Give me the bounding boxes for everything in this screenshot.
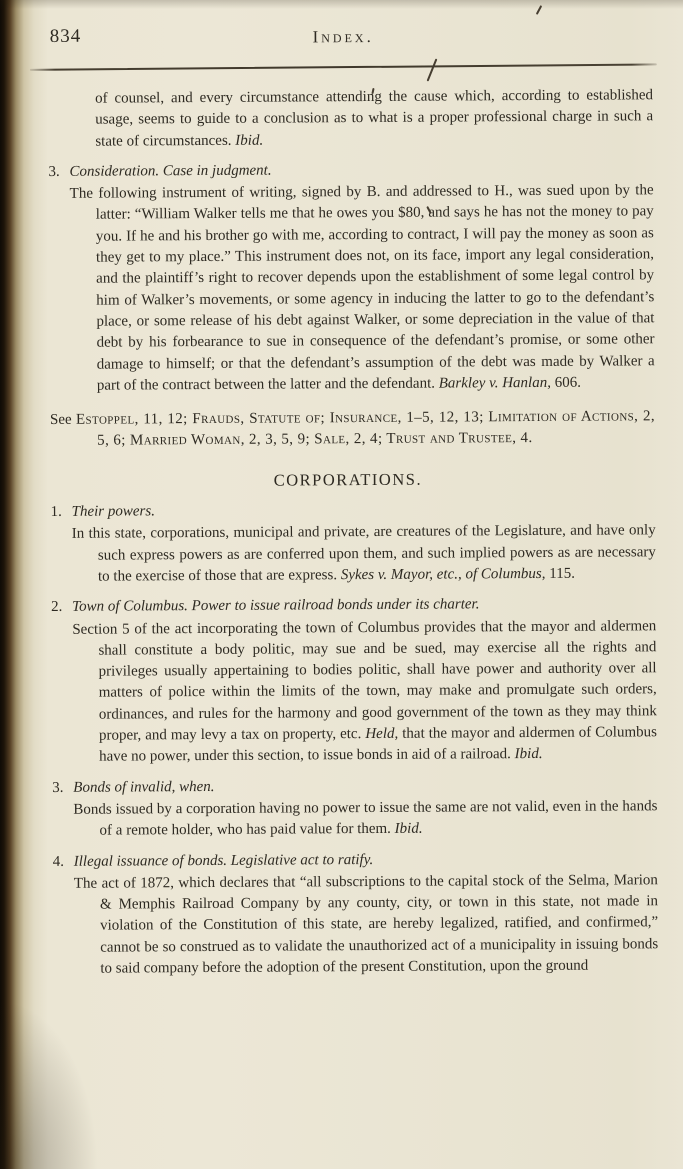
- text-block: [48, 85, 658, 980]
- cross-reference-list: Estoppel, 11, 12; Frauds, Statute of; Insurance, 1–5, 12, 13; Limitation of Actions, 2, 5, 6; Married Woman, 2, 3, 5, 9; Sale, 2, 4; Trust and Trustee, 4.: [75, 408, 656, 450]
- entry-body-town-of-columbus: [51, 616, 657, 769]
- entry-number: 3.: [48, 163, 60, 180]
- header-rule: [30, 63, 657, 70]
- cite-page: 115.: [549, 565, 575, 582]
- entry-heading-bonds-invalid: [52, 774, 657, 799]
- paragraph-text: The following instrument of writing, signed by B. and addressed to H., was sued upon by the latter: “William Walker tells me that he owes you $80, and says he has not the money to pay you. If he and his brother go with me, according to contract, I will pay the money as soon as they get to my place.” This instrument does not, on its face, import any legal consideration, and the plaintiff’s right to recover depends upon the establishment of some legal control by him of Walker’s movements, or some agency in inducing the latter to go to the defendant’s place, or some release of his debt against Walker, or some depreciation in the value of that debt by his forbearance to sue in consequence of the defendant’s promise, or some other damage to himself; or that the defendant’s assumption of the debt was made by Walker a part of the contract between the latter and the defendant.: [69, 182, 655, 394]
- page-header: [50, 20, 651, 54]
- entry-title: Town of Columbus. Power to issue railroad bonds under its charter.: [72, 596, 480, 616]
- ibid-cite: Ibid.: [235, 132, 264, 149]
- entry-title: Consideration. Case in judgment.: [69, 162, 272, 180]
- ibid-cite: Ibid.: [514, 746, 543, 763]
- cross-reference-paragraph: [50, 406, 655, 452]
- case-cite: Barkley v. Hanlan,: [438, 374, 551, 392]
- ibid-cite: Ibid.: [394, 820, 423, 838]
- running-head: Index.: [312, 26, 374, 47]
- section-heading-corporations: CORPORATIONS.: [273, 469, 423, 490]
- entry-number: 2.: [51, 599, 63, 616]
- entry-title: Their powers.: [71, 503, 155, 520]
- entry-heading-consideration: [48, 158, 653, 183]
- entry-body-powers: [51, 521, 656, 589]
- entry-body-illegal-issuance: [53, 870, 659, 980]
- paragraph-text: Section 5 of the act incorporating the town of Columbus provides that the mayor and aldermen shall constitute a body politic, may sue and be sued, may exercise all the rights and privileges usually appertaining to bodies politic, shall have power and authority over all matters of police within the limits of the town, may make and promulgate such orders, ordinances, and rules for the harmony and good government of the town as they may think proper, and may levy a tax on property, etc.: [72, 617, 657, 744]
- entry-body-consideration: [49, 180, 655, 397]
- cite-page: 606.: [554, 374, 581, 391]
- paragraph-text: of counsel, and every circumstance attending the cause which, according to established usage, seems to guide to a conclusion as to what is a proper professional charge in such a state of circumstances.: [95, 87, 654, 150]
- entry-number: 4.: [52, 853, 65, 870]
- paragraph-text: In this state, corporations, municipal and private, are creatures of the Legislature, and have only such express powers as are conferred upon them, and such implied powers as are necessary to the exercise of those that are express.: [71, 522, 656, 585]
- entry-heading-town-of-columbus: [51, 593, 656, 618]
- entry-title: Illegal issuance of bonds. Legislative act to ratify.: [73, 851, 374, 870]
- paragraph-text: Bonds issued by a corporation having no power to issue the same are not valid, even in the hands of a remote holder, who has paid value for them.: [73, 798, 658, 839]
- entry-heading-powers: [51, 498, 656, 523]
- see-label: See: [49, 411, 72, 429]
- entry-number: 3.: [52, 779, 64, 796]
- entry-heading-illegal-issuance: [53, 848, 658, 873]
- case-cite: Sykes v. Mayor, etc., of Columbus,: [340, 565, 546, 584]
- held-label: Held,: [365, 725, 399, 743]
- paragraph-text: that the mayor and aldermen of Columbus have no power, under this section, to issue bonds in aid of a railroad.: [99, 724, 657, 765]
- paragraph-text: The act of 1872, which declares that “all subscriptions to the capital stock of the Selma, Marion & Memphis Railroad Company by any county, city, or town in this state, not made in violation of the Constitution of this state, are hereby legalized, ratified, and confirmed,” cannot be so construed as to validate the unauthorized act of a municipality in issuing bonds to said company before the adoption of the present Constitution, upon the ground: [73, 872, 659, 977]
- entry-body-bonds-invalid: [52, 796, 657, 842]
- entry-number: 1.: [50, 503, 62, 520]
- entry-title: Bonds of invalid, when.: [73, 778, 215, 796]
- continuation-paragraph: [48, 85, 653, 153]
- page-number: 834: [49, 25, 82, 47]
